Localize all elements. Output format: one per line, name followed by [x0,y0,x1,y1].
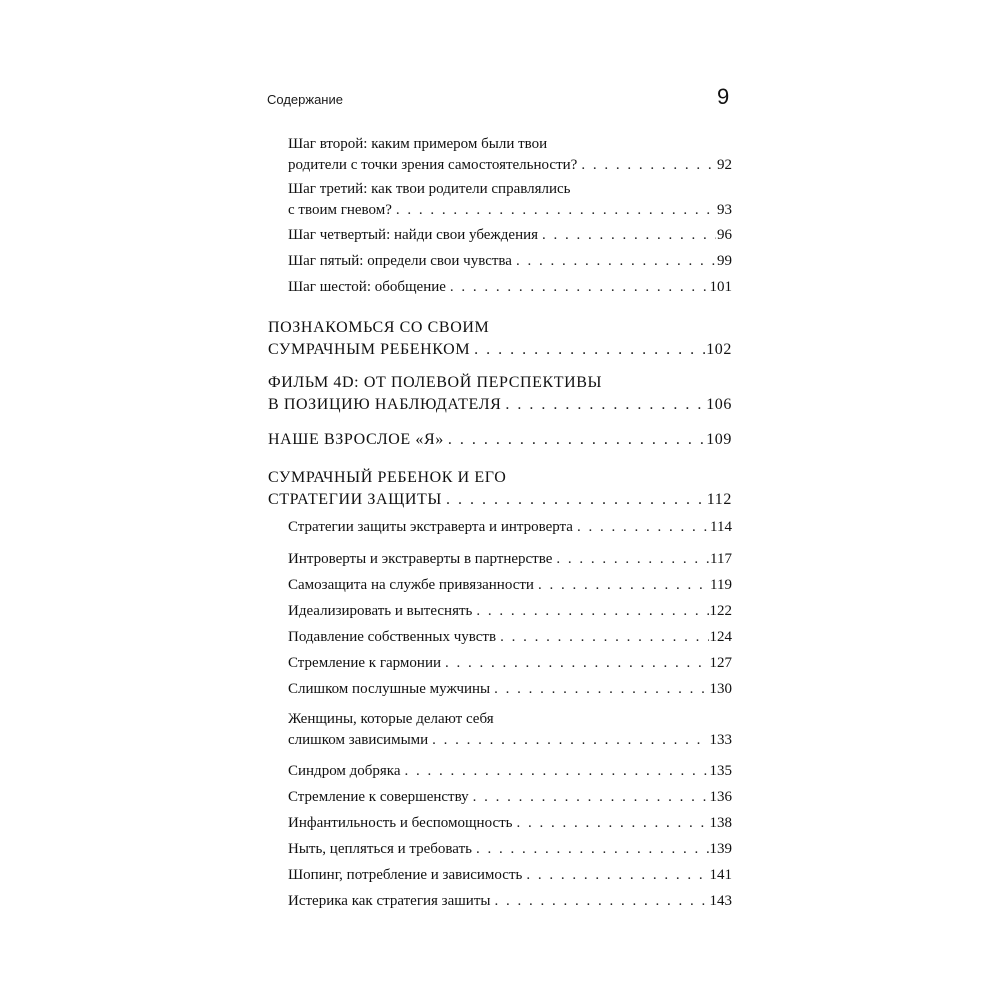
toc-entry-title: с твоим гневом? [288,202,392,218]
dot-leader [432,730,708,751]
toc-section-entry [288,761,732,782]
dot-leader [448,429,705,451]
toc-entry-line [288,865,732,886]
dot-leader [500,627,708,648]
toc-page-number: 139 [709,841,732,857]
toc-chapter-entry [268,317,732,361]
dot-leader [542,225,716,246]
toc-section-entry [288,251,732,272]
toc-entry-title-line: Шаг третий: как твои родители справлялись [288,181,571,197]
toc-page-number: 102 [706,341,732,358]
toc-section-entry [288,839,732,860]
toc-entry-line [288,730,732,751]
toc-page-number: 136 [709,789,732,805]
dot-leader [505,394,705,416]
dot-leader [476,839,709,860]
dot-leader [476,601,708,622]
toc-entry-title: Подавление собственных чувств [288,629,497,645]
toc-entry-line [288,679,732,700]
toc-page-number: 141 [709,867,732,883]
dot-leader [405,761,709,782]
toc-page-number: 99 [717,253,732,269]
toc-section-entry [288,653,732,674]
toc-entry-title: Шаг пятый: определи свои чувства [288,253,512,269]
toc-section-entry [288,709,732,751]
toc-entry-title: Самозащита на службе привязанности [288,577,534,593]
page-number: 9 [717,84,730,109]
dot-leader [577,517,709,538]
toc-entry-title: Интроверты и экстраверты в партнерстве [288,551,553,567]
toc-entry-title: Стратегии защиты экстраверта и интроверта [288,519,573,535]
toc-entry-line [288,813,732,834]
toc-page-number: 93 [717,202,732,218]
toc-page-number: 138 [709,815,732,831]
toc-entry-line [268,429,732,451]
toc-entry-title: СТРАТЕГИИ ЗАЩИТЫ [268,491,442,508]
toc-entry-title: НАШЕ ВЗРОСЛОЕ «Я» [268,431,444,448]
toc-entry-line [288,601,732,622]
dot-leader [556,549,709,570]
toc-page-number: 122 [709,603,732,619]
dot-leader [517,813,709,834]
running-title: Содержание [267,92,343,107]
dot-leader [538,575,709,596]
toc-entry-title: Слишком послушные мужчины [288,681,491,697]
toc-entry-line [288,549,732,570]
toc-section-entry [288,179,732,221]
toc-page-number: 133 [709,732,732,748]
toc-entry-line [288,517,732,538]
dot-leader [516,251,716,272]
toc-section-entry [288,627,732,648]
toc-chapter-entry [268,429,732,451]
toc-entry-line [288,653,732,674]
toc-entry-line [288,575,732,596]
toc-section-entry [288,134,732,176]
toc-page-number: 101 [709,279,732,295]
toc-chapter-entry [268,372,732,416]
toc-page-number: 109 [706,431,732,448]
dot-leader [473,787,709,808]
dot-leader [445,653,709,674]
toc-entry-title-line: СУМРАЧНЫЙ РЕБЕНОК И ЕГО [268,469,507,486]
toc-page-number: 117 [710,551,732,567]
toc-section-entry [288,601,732,622]
toc-page-number: 127 [709,655,732,671]
toc-entry-title: СУМРАЧНЫМ РЕБЕНКОМ [268,341,471,358]
dot-leader [450,277,709,298]
toc-page-number: 143 [709,893,732,909]
toc-entry-line [288,761,732,782]
toc-section-entry [288,787,732,808]
toc-entry-line [288,155,732,176]
toc-entry-title: Ныть, цепляться и требовать [288,841,472,857]
toc-page-number: 96 [717,227,732,243]
dot-leader [494,891,708,912]
toc-entry-title: Инфантильность и беспомощность [288,815,513,831]
toc-section-entry [288,225,732,246]
toc-entry-line [288,277,732,298]
toc-entry-title: В ПОЗИЦИЮ НАБЛЮДАТЕЛЯ [268,396,502,413]
toc-page-number: 114 [710,519,732,535]
toc-entry-title-line: ПОЗНАКОМЬСЯ СО СВОИМ [268,319,490,336]
toc-entry-title: Шопинг, потребление и зависимость [288,867,523,883]
toc-page-number: 119 [710,577,732,593]
toc-entry-line [288,787,732,808]
toc-entry-title: Истерика как стратегия зашиты [288,893,491,909]
toc-page-number: 124 [709,629,732,645]
dot-leader [526,865,708,886]
toc-entry-title: Идеализировать и вытеснять [288,603,473,619]
toc-entry-title: родители с точки зрения самостоятельности? [288,157,578,173]
toc-section-entry [288,679,732,700]
toc-entry-title-line: Шаг второй: каким примером были твои [288,136,548,152]
toc-entry-title-line: Женщины, которые делают себя [288,711,494,727]
toc-entry-line [268,489,732,511]
toc-entry-line [268,339,732,361]
toc-entry-line [288,200,732,221]
toc-section-entry [288,575,732,596]
toc-section-entry [288,517,732,538]
toc-entry-title: Шаг шестой: обобщение [288,279,446,295]
toc-entry-title: Синдром добряка [288,763,401,779]
toc-page-number: 112 [706,491,732,508]
toc-section-entry [288,813,732,834]
dot-leader [446,489,706,511]
toc-section-entry [288,549,732,570]
toc-entry-line [288,225,732,246]
toc-entry-title-line: ФИЛЬМ 4D: ОТ ПОЛЕВОЙ ПЕРСПЕКТИВЫ [268,374,603,391]
toc-entry-title: Шаг четвертый: найди свои убеждения [288,227,539,243]
toc-entry-title: Стремление к гармонии [288,655,441,671]
toc-entry-line [288,627,732,648]
toc-section-entry [288,277,732,298]
toc-entry-line [288,251,732,272]
toc-entry-title: слишком зависимыми [288,732,429,748]
dot-leader [581,155,716,176]
toc-chapter-entry [268,467,732,511]
toc-page-number: 106 [706,396,732,413]
toc-entry-line [268,394,732,416]
toc-page-number: 130 [709,681,732,697]
dot-leader [396,200,716,221]
toc-section-entry [288,865,732,886]
toc-page-number: 135 [709,763,732,779]
toc-section-entry [288,891,732,912]
toc-entry-line [288,839,732,860]
dot-leader [474,339,705,361]
toc-page-number: 92 [717,157,732,173]
toc-entry-title: Стремление к совершенству [288,789,469,805]
toc-entry-line [288,891,732,912]
dot-leader [494,679,708,700]
